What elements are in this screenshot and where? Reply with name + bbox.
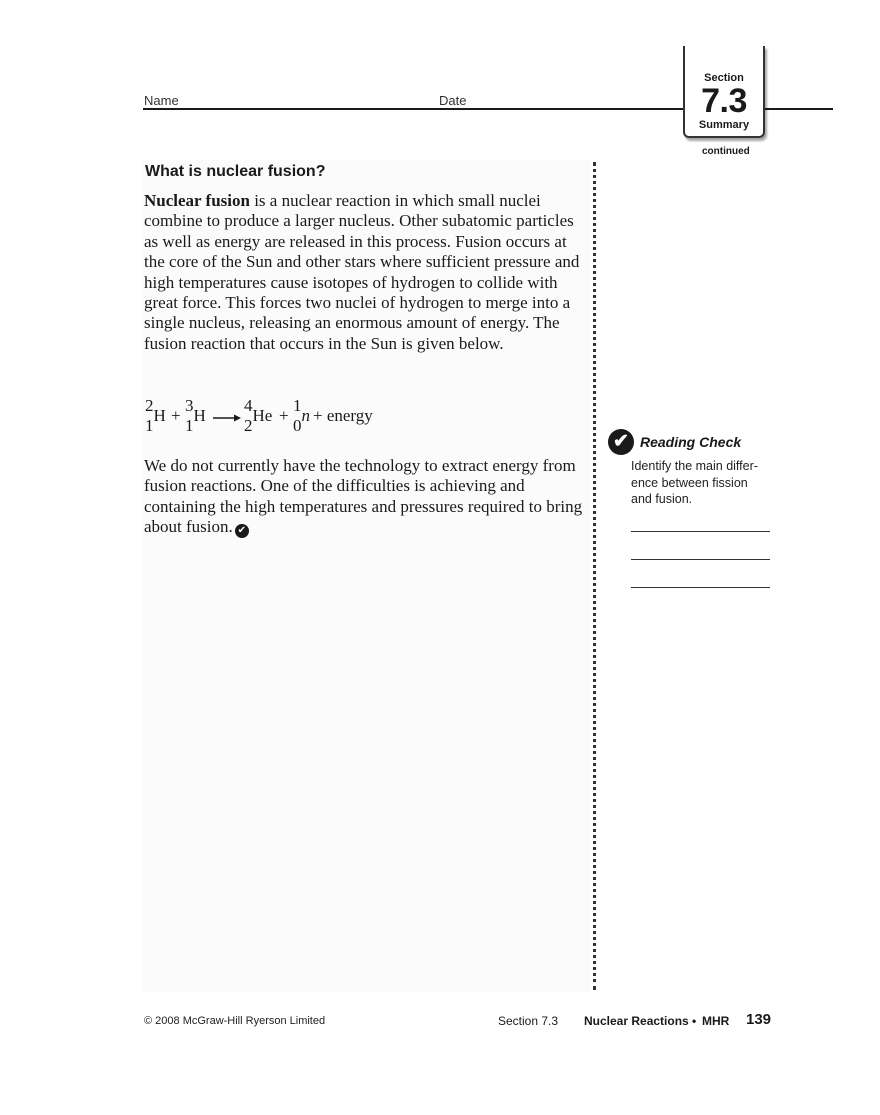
plus-sign: + <box>171 406 181 425</box>
element-symbol: H <box>193 406 206 425</box>
reading-check-icon: ✔ <box>608 429 634 455</box>
paragraph-text: is a nuclear reaction in which small nuclei combine to produce a larger nucleus. Other subatomic particles as well as energy are released in this process. Fusion occurs at the core of the Sun and other stars where sufficient pressure and high temperatures cause isotopes of hydrogen to collide with great force. This forces two nuclei of hydrogen to merge into a single nucleus, releasing an enormous amount of energy. The fusion reaction that occurs in the Sun is given below. <box>144 191 580 353</box>
neutron-symbol: n <box>301 406 310 425</box>
atomic-number: 2 <box>244 416 253 435</box>
fusion-equation <box>145 396 445 438</box>
reading-check-title: Reading Check <box>640 434 742 450</box>
nuclide-numbers <box>145 396 154 436</box>
element-symbol: He <box>252 406 273 425</box>
nuclide-numbers <box>293 396 302 436</box>
plus-sign: + <box>279 406 289 425</box>
atomic-number: 0 <box>293 416 302 435</box>
footer-publisher: MHR <box>702 1014 730 1028</box>
continued-label: continued <box>702 146 750 157</box>
fusion-difficulty-paragraph <box>144 456 584 538</box>
reactant-hydrogen-2 <box>145 396 166 436</box>
mass-number: 4 <box>244 396 253 415</box>
product-neutron <box>293 396 310 436</box>
fusion-definition-paragraph <box>144 191 584 354</box>
reactant-hydrogen-3 <box>185 396 206 436</box>
answer-line[interactable] <box>631 559 770 560</box>
mass-number: 3 <box>185 396 194 415</box>
nuclide-numbers <box>185 396 194 436</box>
reading-check-marker-icon: ✔ <box>235 524 249 538</box>
footer-section: Section 7.3 <box>498 1014 559 1028</box>
atomic-number: 1 <box>145 416 154 435</box>
product-helium-4 <box>244 396 272 436</box>
reaction-arrow-icon <box>212 406 242 426</box>
date-label: Date <box>439 93 467 108</box>
copyright: © 2008 McGraw-Hill Ryerson Limited <box>144 1015 326 1027</box>
section-number: 7.3 <box>701 82 747 120</box>
answer-line[interactable] <box>631 531 770 532</box>
column-divider <box>593 162 596 990</box>
name-label: Name <box>144 93 179 108</box>
atomic-number: 1 <box>185 416 194 435</box>
key-term: Nuclear fusion <box>144 191 250 210</box>
reading-check-prompt: Identify the main differ-ence between fission and fusion. <box>631 459 758 506</box>
paragraph-text: We do not currently have the technology to extract energy from fusion reactions. One of the difficulties is achieving and containing the high temperatures and pressures required to bring about fusion. <box>144 456 583 537</box>
page-number: 139 <box>746 1011 772 1028</box>
section-tab-label: Section <box>704 72 744 84</box>
mass-number: 1 <box>293 396 302 415</box>
answer-line[interactable] <box>631 587 770 588</box>
mass-number: 2 <box>145 396 154 415</box>
footer-chapter: Nuclear Reactions • <box>584 1014 697 1028</box>
element-symbol: H <box>153 406 166 425</box>
section-tab <box>683 46 765 138</box>
energy-term: + energy <box>313 406 373 425</box>
nuclide-numbers <box>244 396 253 436</box>
section-heading: What is nuclear fusion? <box>145 163 326 180</box>
summary-label: Summary <box>698 119 750 131</box>
